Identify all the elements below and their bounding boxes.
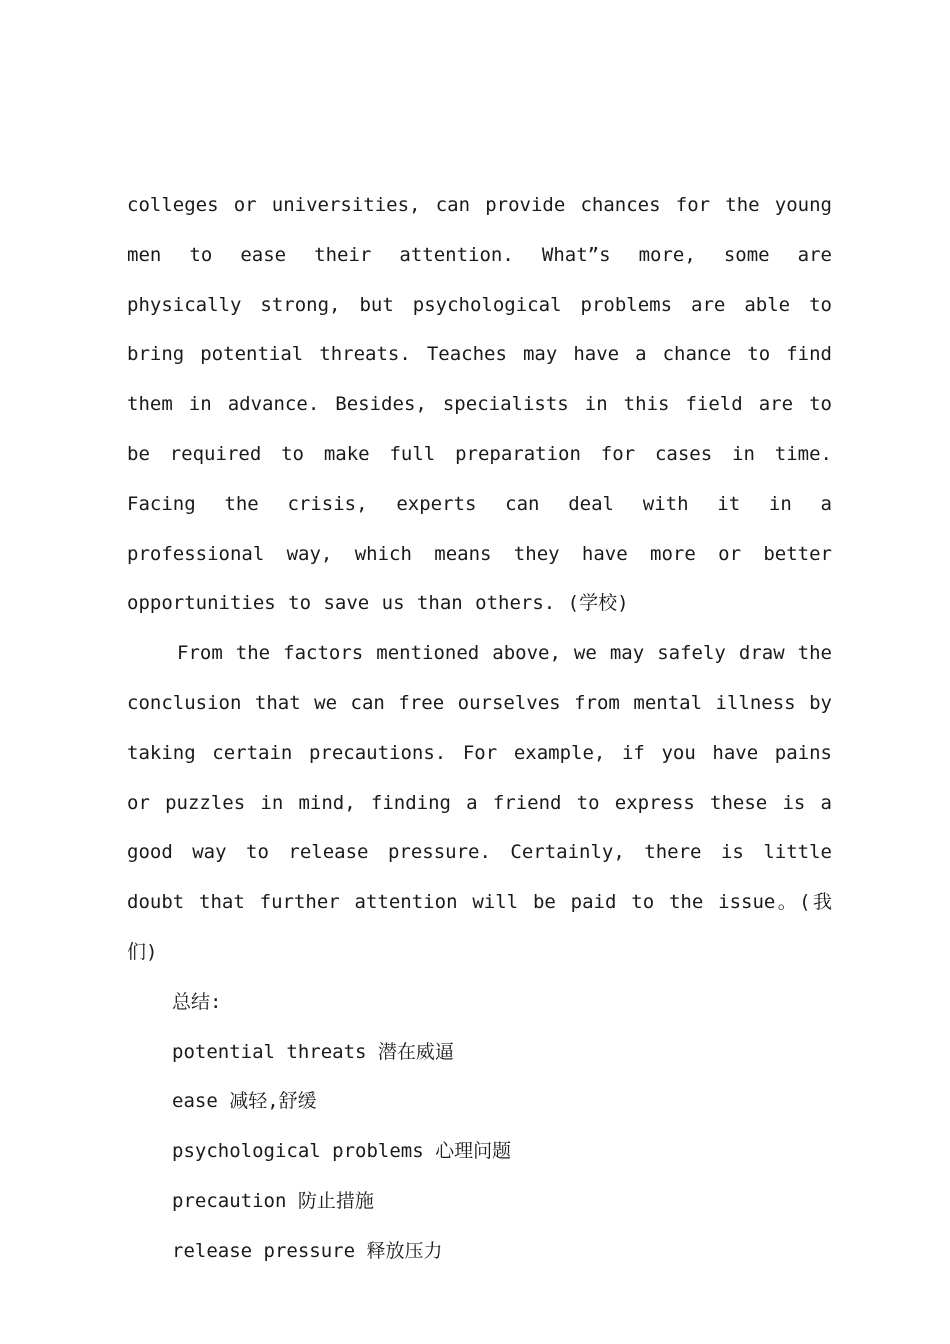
vocab-item: potential threats 潜在威逼	[172, 1040, 454, 1063]
body-paragraph-1: colleges or universities, can provide chances for the young men to ease their attention. What”s more, some are physically strong, but psychological problems are able to bring potential threats. Teaches may have a chance to find them in advance. Besides, specialists in this field are to be required to make full preparation for cases in time. Facing the crisis, experts can deal with it in a professional way, which means they have more or better opportunities to save us than others. (学校)	[127, 194, 832, 615]
summary-section	[127, 978, 832, 1277]
summary-heading: 总结:	[172, 990, 222, 1013]
vocab-item: ease 减轻,舒缓	[172, 1090, 317, 1113]
vocab-item: release pressure 释放压力	[172, 1239, 443, 1262]
body-paragraph-2: From the factors mentioned above, we may safely draw the conclusion that we can free ourselves from mental illness by taking certain precautions. For example, if you have pains or puzzles in mind, finding a friend to express these is a good way to release pressure. Certainly, there is little doubt that further attention will be paid to the issue。(我们)	[127, 642, 832, 963]
vocab-item: psychological problems 心理问题	[172, 1140, 512, 1163]
document-page	[127, 181, 832, 1277]
vocab-item: precaution 防止措施	[172, 1189, 374, 1212]
